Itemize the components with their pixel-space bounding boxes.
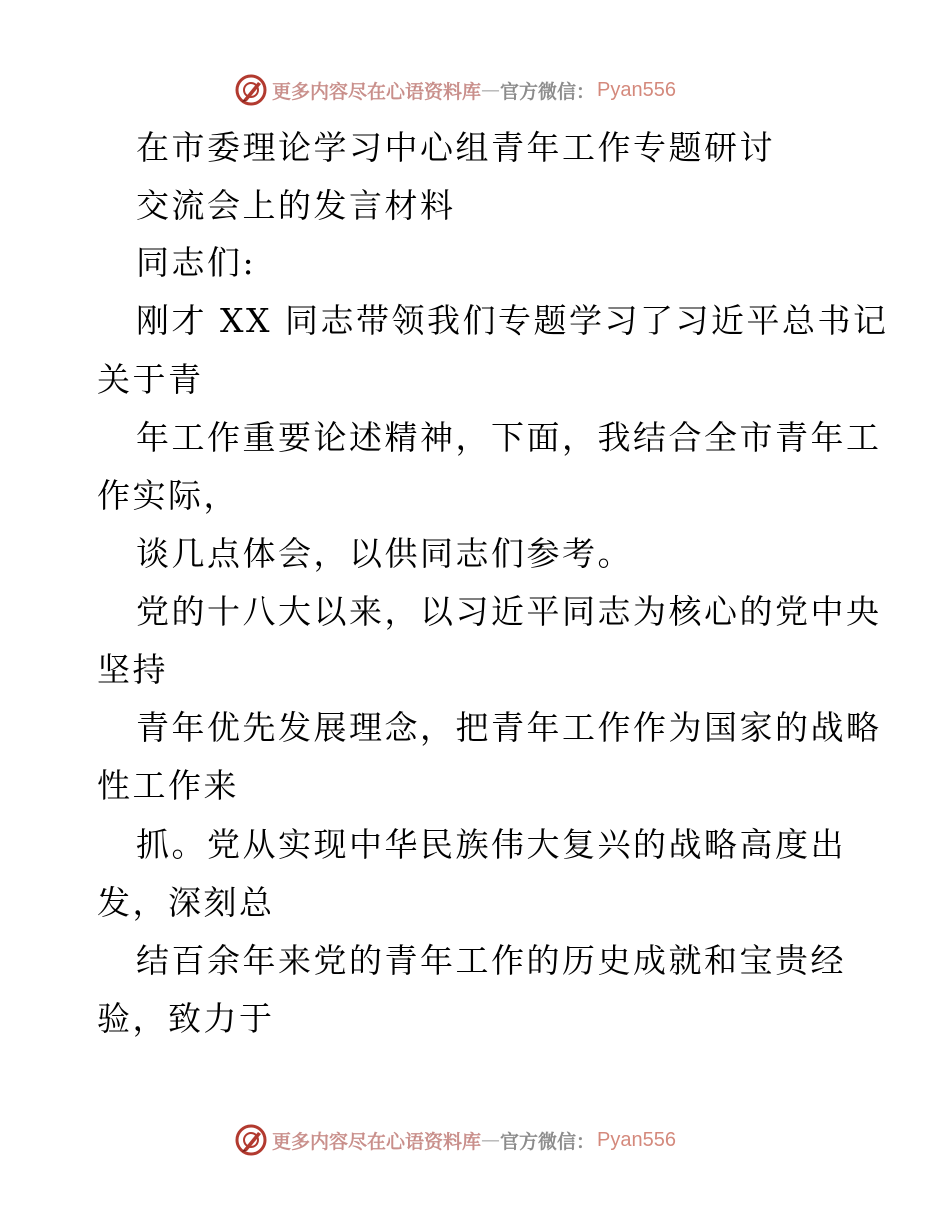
text-line: 刚才 XX 同志带领我们专题学习了习近平总书记 (136, 301, 889, 340)
watermark-wechat-id: Pyan556 (597, 1128, 676, 1151)
title-line-2: 交流会上的发言材料 (136, 186, 456, 225)
watermark-text: 更多内容尽在心语资料库 (272, 1130, 482, 1153)
footer-watermark (234, 1122, 676, 1158)
watermark-label: 官方微信： (500, 80, 596, 103)
text-line: 党的十八大以来，以习近平同志为核心的党中央 (136, 592, 882, 631)
text-line: 发，深刻总 (97, 883, 275, 922)
text-line: 青年优先发展理念，把青年工作作为国家的战略 (136, 708, 882, 747)
text-line: 坚持 (97, 650, 168, 689)
text-line: 性工作来 (97, 766, 239, 805)
watermark-wechat-id: Pyan556 (597, 78, 676, 101)
text-line: 作实际， (97, 476, 239, 515)
title-line-1: 在市委理论学习中心组青年工作专题研讨 (136, 128, 775, 167)
text-line: 验，致力于 (97, 999, 275, 1038)
watermark-label: 官方微信： (500, 1130, 596, 1153)
text-line: 抓。党从实现中华民族伟大复兴的战略高度出 (136, 825, 846, 864)
watermark-dash: — (481, 1129, 501, 1151)
salutation: 同志们: (136, 243, 257, 282)
watermark-text: 更多内容尽在心语资料库 (272, 80, 482, 103)
text-line: 关于青 (97, 360, 204, 399)
pen-logo-icon (234, 1123, 268, 1157)
text-line: 谈几点体会，以供同志们参考。 (136, 534, 633, 573)
pen-logo-icon (234, 73, 268, 107)
text-line: 结百余年来党的青年工作的历史成就和宝贵经 (136, 941, 846, 980)
text-line: 年工作重要论述精神，下面，我结合全市青年工 (136, 418, 882, 457)
header-watermark (234, 72, 676, 108)
watermark-dash: — (481, 79, 501, 101)
